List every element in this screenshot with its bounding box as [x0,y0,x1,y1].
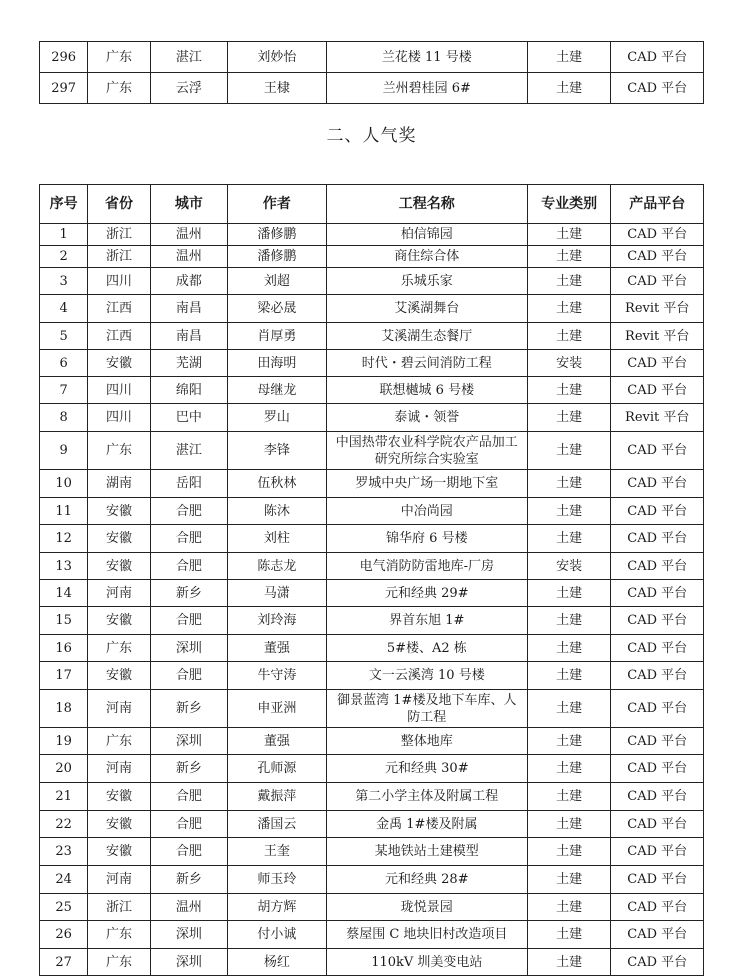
cell-province: 安徽 [88,811,150,838]
cell-no: 19 [40,728,88,755]
cell-province: 安徽 [88,662,150,690]
cell-city: 绵阳 [150,377,227,404]
table-row [40,295,704,323]
cell-project: 第二小学主体及附属工程 [326,783,527,811]
cell-no: 1 [40,224,88,246]
cell-province: 河南 [88,690,150,728]
table-row [40,350,704,377]
cell-no: 16 [40,635,88,662]
cell-no: 18 [40,690,88,728]
section-title: 二、人气奖 [326,126,417,146]
cell-no: 23 [40,838,88,866]
cell-author: 胡方辉 [228,894,327,921]
table-row [40,73,704,104]
cell-province: 江西 [88,323,150,350]
cell-no: 15 [40,607,88,635]
table-row [40,470,704,498]
cell-author: 王奎 [228,838,327,866]
cell-project: 5#楼、A2 栋 [326,635,527,662]
table-row [40,432,704,470]
cell-type: 土建 [527,662,611,690]
cell-province: 广东 [88,73,150,104]
cell-no: 3 [40,268,88,295]
cell-type: 土建 [527,498,611,525]
cell-city: 合肥 [150,553,227,580]
cell-city: 南昌 [150,295,227,323]
cell-author: 田海明 [228,350,327,377]
cell-project: 界首东旭 1# [326,607,527,635]
cell-no: 20 [40,755,88,783]
cell-city: 深圳 [150,728,227,755]
table-row [40,866,704,894]
cell-author: 母继龙 [228,377,327,404]
cell-project: 艾溪湖生态餐厅 [326,323,527,350]
cell-city: 深圳 [150,921,227,949]
cell-province: 河南 [88,580,150,607]
cell-no: 2 [40,246,88,268]
header-province: 省份 [88,185,150,224]
cell-project: 罗城中央广场一期地下室 [326,470,527,498]
cell-province: 安徽 [88,838,150,866]
cell-province: 江西 [88,295,150,323]
cell-no: 25 [40,894,88,921]
cell-city: 深圳 [150,635,227,662]
cell-author: 师玉玲 [228,866,327,894]
cell-platform: CAD 平台 [611,525,704,553]
cell-province: 安徽 [88,350,150,377]
cell-project: 110kV 圳美变电站 [326,949,527,976]
cell-project: 兰花楼 11 号楼 [326,42,527,73]
cell-type: 土建 [527,580,611,607]
cell-author: 肖厚勇 [228,323,327,350]
cell-project: 珑悦景园 [326,894,527,921]
table-row [40,580,704,607]
cell-type: 土建 [527,921,611,949]
cell-province: 四川 [88,404,150,432]
cell-author: 戴振萍 [228,783,327,811]
cell-no: 21 [40,783,88,811]
cell-province: 广东 [88,921,150,949]
cell-author: 马潇 [228,580,327,607]
cell-no: 26 [40,921,88,949]
cell-platform: CAD 平台 [611,838,704,866]
cell-type: 土建 [527,295,611,323]
cell-project: 泰诚・领誉 [326,404,527,432]
header-platform: 产品平台 [611,185,704,224]
cell-platform: CAD 平台 [611,690,704,728]
table-row [40,783,704,811]
cell-platform: CAD 平台 [611,268,704,295]
cell-project: 柏信锦园 [326,224,527,246]
cell-platform: CAD 平台 [611,246,704,268]
cell-no: 8 [40,404,88,432]
cell-no: 17 [40,662,88,690]
cell-province: 安徽 [88,553,150,580]
cell-type: 土建 [527,470,611,498]
cell-no: 14 [40,580,88,607]
cell-city: 深圳 [150,949,227,976]
cell-platform: Revit 平台 [611,295,704,323]
cell-project: 电气消防防雷地库-厂房 [326,553,527,580]
cell-author: 付小诚 [228,921,327,949]
cell-project: 联想樾城 6 号楼 [326,377,527,404]
cell-platform: CAD 平台 [611,783,704,811]
cell-author: 李锋 [228,432,327,470]
cell-city: 新乡 [150,690,227,728]
cell-author: 刘妙怡 [228,42,327,73]
header-type: 专业类别 [527,185,611,224]
cell-city: 温州 [150,894,227,921]
cell-city: 合肥 [150,783,227,811]
cell-author: 潘修鹏 [228,224,327,246]
cell-type: 土建 [527,783,611,811]
cell-platform: CAD 平台 [611,73,704,104]
cell-city: 合肥 [150,838,227,866]
cell-author: 申亚洲 [228,690,327,728]
table-row [40,838,704,866]
table-row [40,728,704,755]
cell-type: 土建 [527,224,611,246]
cell-city: 合肥 [150,662,227,690]
table-row [40,811,704,838]
cell-platform: CAD 平台 [611,635,704,662]
cell-author: 王棣 [228,73,327,104]
cell-type: 安装 [527,553,611,580]
cell-type: 土建 [527,73,611,104]
cell-city: 湛江 [150,42,227,73]
table-row [40,553,704,580]
cell-province: 河南 [88,866,150,894]
cell-project: 商住综合体 [326,246,527,268]
cell-type: 土建 [527,811,611,838]
cell-no: 13 [40,553,88,580]
cell-project: 元和经典 30# [326,755,527,783]
cell-project: 蔡屋围 C 地块旧村改造项目 [326,921,527,949]
cell-platform: CAD 平台 [611,553,704,580]
cell-platform: Revit 平台 [611,323,704,350]
table-row [40,949,704,976]
cell-platform: CAD 平台 [611,580,704,607]
cell-type: 土建 [527,635,611,662]
cell-no: 4 [40,295,88,323]
cell-city: 温州 [150,224,227,246]
cell-type: 土建 [527,432,611,470]
cell-city: 新乡 [150,580,227,607]
cell-author: 陈沐 [228,498,327,525]
table-row [40,755,704,783]
cell-city: 新乡 [150,866,227,894]
header-city: 城市 [150,185,227,224]
cell-author: 牛守涛 [228,662,327,690]
cell-city: 温州 [150,246,227,268]
cell-no: 24 [40,866,88,894]
cell-author: 伍秋林 [228,470,327,498]
cell-author: 陈志龙 [228,553,327,580]
cell-type: 土建 [527,755,611,783]
cell-project: 时代・碧云间消防工程 [326,350,527,377]
cell-type: 土建 [527,894,611,921]
cell-province: 广东 [88,635,150,662]
cell-type: 安装 [527,350,611,377]
cell-province: 安徽 [88,525,150,553]
cell-city: 合肥 [150,811,227,838]
cell-province: 湖南 [88,470,150,498]
cell-city: 湛江 [150,432,227,470]
cell-province: 安徽 [88,498,150,525]
cell-platform: CAD 平台 [611,42,704,73]
cell-project: 御景蓝湾 1#楼及地下车库、人防工程 [326,690,527,728]
cell-province: 浙江 [88,224,150,246]
header-no: 序号 [40,185,88,224]
cell-project: 中国热带农业科学院农产品加工研究所综合实验室 [326,432,527,470]
cell-province: 广东 [88,728,150,755]
cell-type: 土建 [527,404,611,432]
cell-city: 巴中 [150,404,227,432]
table-row [40,42,704,73]
cell-author: 潘国云 [228,811,327,838]
cell-type: 土建 [527,866,611,894]
cell-project: 艾溪湖舞台 [326,295,527,323]
cell-platform: CAD 平台 [611,432,704,470]
table-row [40,246,704,268]
table-row [40,607,704,635]
cell-platform: Revit 平台 [611,404,704,432]
cell-project: 整体地库 [326,728,527,755]
cell-province: 四川 [88,268,150,295]
cell-author: 罗山 [228,404,327,432]
cell-platform: CAD 平台 [611,377,704,404]
cell-province: 浙江 [88,246,150,268]
cell-type: 土建 [527,323,611,350]
cell-no: 27 [40,949,88,976]
cell-province: 安徽 [88,607,150,635]
cell-no: 9 [40,432,88,470]
table-row [40,635,704,662]
cell-province: 安徽 [88,783,150,811]
cell-author: 刘柱 [228,525,327,553]
cell-no: 5 [40,323,88,350]
cell-no: 297 [40,73,88,104]
cell-no: 6 [40,350,88,377]
cell-type: 土建 [527,268,611,295]
cell-platform: CAD 平台 [611,662,704,690]
cell-type: 土建 [527,42,611,73]
cell-province: 浙江 [88,894,150,921]
cell-type: 土建 [527,949,611,976]
table-row [40,498,704,525]
table-row [40,894,704,921]
cell-platform: CAD 平台 [611,470,704,498]
table-row [40,377,704,404]
cell-type: 土建 [527,728,611,755]
cell-no: 11 [40,498,88,525]
cell-author: 董强 [228,635,327,662]
cell-project: 中冶尚园 [326,498,527,525]
cell-type: 土建 [527,607,611,635]
table-row [40,662,704,690]
cell-platform: CAD 平台 [611,866,704,894]
cell-province: 广东 [88,432,150,470]
cell-type: 土建 [527,246,611,268]
cell-city: 云浮 [150,73,227,104]
header-row [40,185,704,224]
cell-project: 文一云溪湾 10 号楼 [326,662,527,690]
cell-platform: CAD 平台 [611,498,704,525]
award-table [39,184,704,976]
cell-city: 合肥 [150,498,227,525]
cell-author: 杨红 [228,949,327,976]
table-row [40,268,704,295]
cell-project: 乐城乐家 [326,268,527,295]
header-author: 作者 [228,185,327,224]
cell-project: 金禹 1#楼及附属 [326,811,527,838]
cell-no: 7 [40,377,88,404]
cell-city: 岳阳 [150,470,227,498]
cell-author: 潘修鹏 [228,246,327,268]
table-row [40,404,704,432]
table-row [40,224,704,246]
cell-project: 锦华府 6 号楼 [326,525,527,553]
cell-province: 广东 [88,949,150,976]
cell-no: 22 [40,811,88,838]
cell-platform: CAD 平台 [611,894,704,921]
cell-project: 某地铁站土建模型 [326,838,527,866]
cell-type: 土建 [527,377,611,404]
cell-author: 孔师源 [228,755,327,783]
cell-city: 合肥 [150,525,227,553]
cell-platform: CAD 平台 [611,949,704,976]
table-row [40,323,704,350]
cell-platform: CAD 平台 [611,224,704,246]
cell-platform: CAD 平台 [611,607,704,635]
cell-city: 新乡 [150,755,227,783]
cell-city: 芜湖 [150,350,227,377]
previous-table [39,41,704,104]
cell-project: 元和经典 28# [326,866,527,894]
cell-platform: CAD 平台 [611,921,704,949]
cell-no: 10 [40,470,88,498]
table-row [40,525,704,553]
cell-type: 土建 [527,690,611,728]
cell-platform: CAD 平台 [611,755,704,783]
cell-type: 土建 [527,838,611,866]
cell-project: 元和经典 29# [326,580,527,607]
cell-platform: CAD 平台 [611,728,704,755]
cell-province: 河南 [88,755,150,783]
cell-province: 广东 [88,42,150,73]
cell-author: 梁必晟 [228,295,327,323]
cell-type: 土建 [527,525,611,553]
cell-city: 成都 [150,268,227,295]
header-project: 工程名称 [326,185,527,224]
cell-author: 刘玲海 [228,607,327,635]
cell-platform: CAD 平台 [611,350,704,377]
table-row [40,921,704,949]
cell-platform: CAD 平台 [611,811,704,838]
cell-author: 刘超 [228,268,327,295]
cell-city: 南昌 [150,323,227,350]
cell-project: 兰州碧桂园 6# [326,73,527,104]
cell-city: 合肥 [150,607,227,635]
cell-province: 四川 [88,377,150,404]
cell-no: 12 [40,525,88,553]
cell-no: 296 [40,42,88,73]
table-row [40,690,704,728]
cell-author: 董强 [228,728,327,755]
